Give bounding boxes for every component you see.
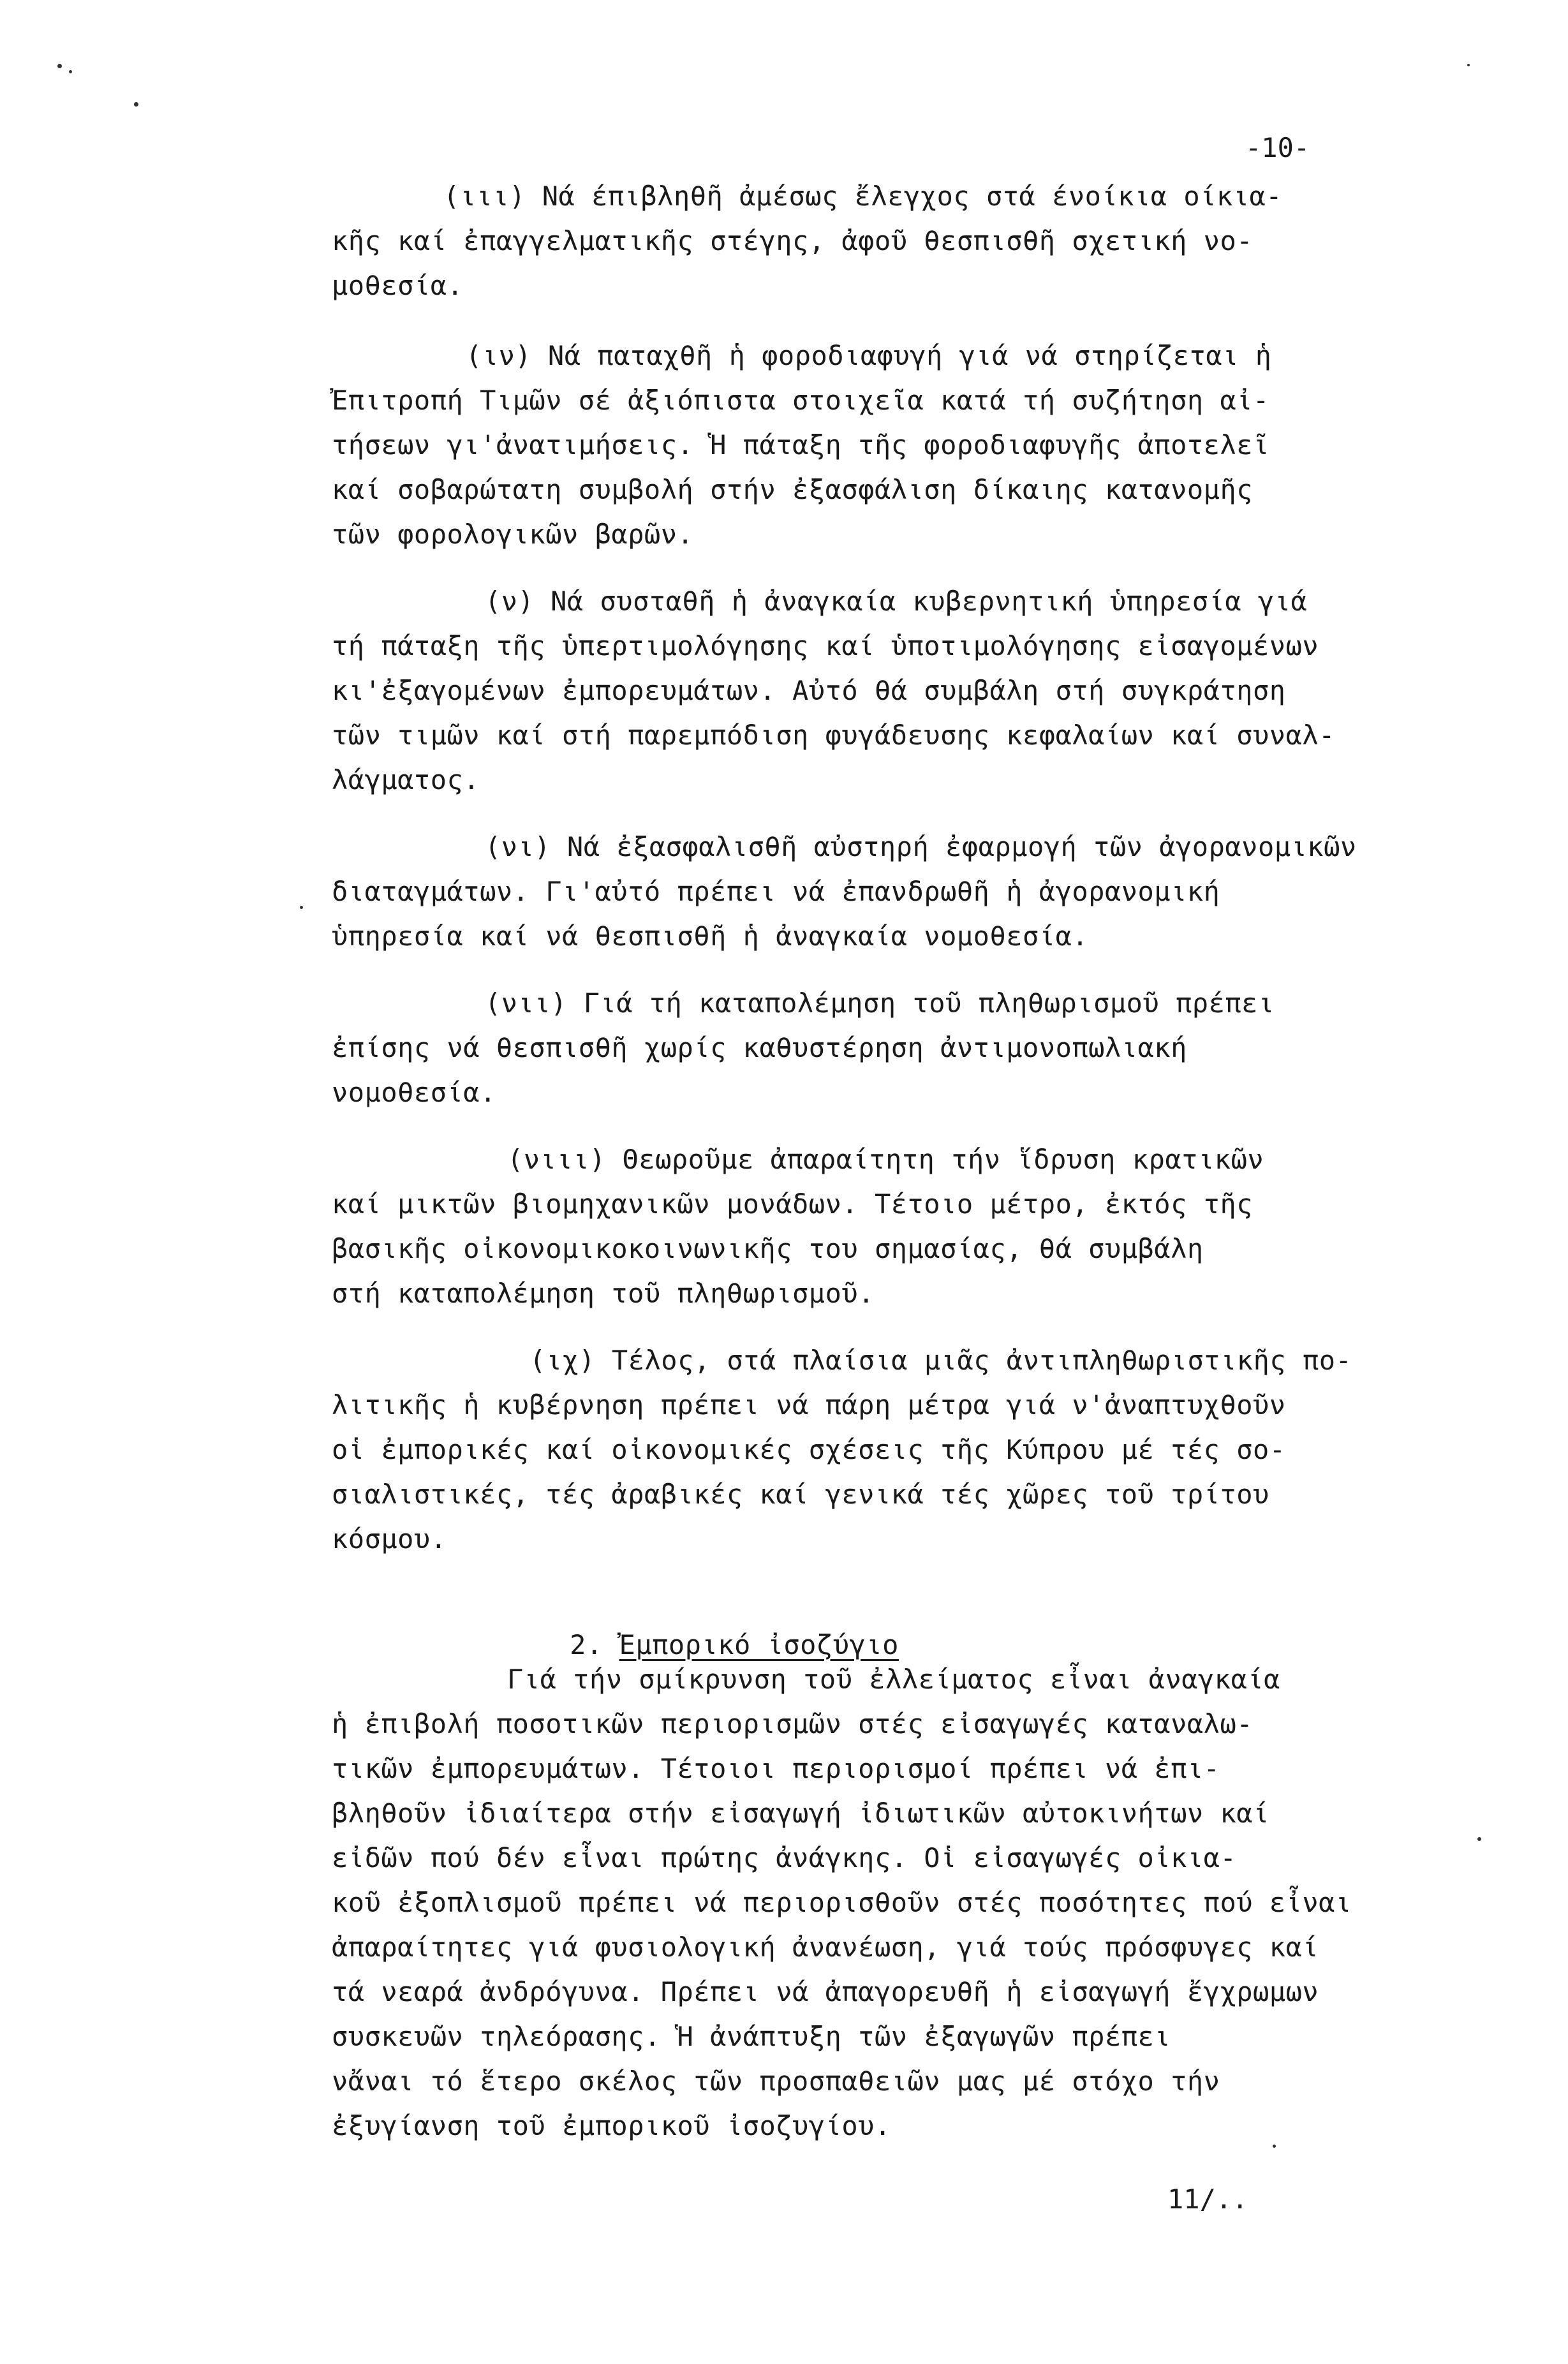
text-line: βασικῆς οἰκονομικοκοινωνικῆς του σημασίας, θά συμβάλη [332,1233,1204,1264]
text-line: (νιι) Γιά τή καταπολέμηση τοῦ πληθωρισμοῦ πρέπει [485,987,1275,1019]
text-line: νἄναι τό ἕτερο σκέλος τῶν προσπαθειῶν μας μέ στόχο τήν [332,2065,1220,2097]
text-line: καί μικτῶν βιομηχανικῶν μονάδων. Τέτοιο μέτρο, ἐκτός τῆς [332,1188,1254,1220]
text-line: καί σοβαρώτατη συμβολή στήν ἐξασφάλιση δίκαιης κατανομῆς [332,474,1254,505]
text-line: μοθεσία. [332,270,464,301]
text-line: νομοθεσία. [332,1077,496,1108]
text-line: οἱ ἐμπορικές καί οἰκονομικές σχέσεις τῆς Κύπρου μέ τές σο- [332,1434,1286,1465]
text-line: Γιά τήν σμίκρυνση τοῦ ἐλλείματος εἶναι ἀναγκαία [507,1664,1280,1695]
text-line: (ιχ) Τέλος, στά πλαίσια μιᾶς ἀντιπληθωριστικῆς πο- [529,1345,1352,1376]
text-line: (νιιι) Θεωροῦμε ἀπαραίτητη τήν ἵδρυση κρατικῶν [507,1144,1264,1175]
page-number: -10- [1245,132,1310,163]
text-line: ἡ ἐπιβολή ποσοτικῶν περιορισμῶν στές εἰσαγωγές καταναλω- [332,1708,1254,1740]
text-line: (ν) Νά συσταθῆ ἡ ἀναγκαία κυβερνητική ὑπηρεσία γιά [485,586,1308,617]
scan-speck [300,906,303,909]
text-line: τῶν τιμῶν καί στή παρεμπόδιση φυγάδευσης κεφαλαίων καί συναλ- [332,720,1335,751]
text-line: ἀπαραίτητες γιά φυσιολογική ἀνανέωση, γιά τούς πρόσφυγες καί [332,1932,1319,1963]
text-line: διαταγμάτων. Γι'αὐτό πρέπει νά ἐπανδρωθῆ ἡ ἀγορανομική [332,876,1220,907]
section-number: 2. [570,1629,603,1660]
section-title: Ἐμπορικό ἰσοζύγιο [619,1629,899,1660]
scan-speck [134,102,138,107]
text-line: σιαλιστικές, τές ἀραβικές καί γενικά τές χῶρες τοῦ τρίτου [332,1479,1269,1510]
text-line: τήσεων γι'ἀνατιμήσεις. Ἡ πάταξη τῆς φοροδιαφυγῆς ἀποτελεῖ [332,429,1269,461]
text-line: βληθοῦν ἰδιαίτερα στήν εἰσαγωγή ἰδιωτικῶν αὐτοκινήτων καί [332,1798,1269,1829]
scan-speck [69,70,72,73]
text-line: (νι) Νά ἐξασφαλισθῆ αὐστηρή ἐφαρμογή τῶν ἀγορανομικῶν [485,831,1357,862]
text-line: τῶν φορολογικῶν βαρῶν. [332,519,694,550]
text-line: τικῶν ἐμπορευμάτων. Τέτοιοι περιορισμοί πρέπει νά ἐπι- [332,1753,1220,1784]
text-line: στή καταπολέμηση τοῦ πληθωρισμοῦ. [332,1278,875,1309]
text-line: τά νεαρά ἀνδρόγυνα. Πρέπει νά ἀπαγορευθῆ ἡ εἰσαγωγή ἔγχρωμων [332,1976,1319,2007]
text-line: Ἐπιτροπή Τιμῶν σέ ἀξιόπιστα στοιχεῖα κατά τή συζήτηση αἰ- [332,385,1269,416]
text-line: κι'ἐξαγομένων ἐμπορευμάτων. Αὐτό θά συμβάλη στή συγκράτηση [332,675,1286,706]
text-line: λάγματος. [332,764,480,795]
text-line: κοῦ ἐξοπλισμοῦ πρέπει νά περιορισθοῦν στές ποσότητες πού εἶναι [332,1887,1352,1918]
text-line: τή πάταξη τῆς ὑπερτιμολόγησης καί ὑποτιμολόγησης εἰσαγομένων [332,630,1319,661]
text-line: εἰδῶν πού δέν εἶναι πρώτης ἀνάγκης. Οἱ εἰσαγωγές οἰκια- [332,1842,1237,1873]
text-line: ἐξυγίανση τοῦ ἐμπορικοῦ ἰσοζυγίου. [332,2110,891,2141]
scan-speck [1273,2145,1276,2148]
text-line: ὑπηρεσία καί νά θεσπισθῆ ἡ ἀναγκαία νομοθεσία. [332,920,1089,952]
scan-speck [57,64,62,68]
text-line: συσκευῶν τηλεόρασης. Ἡ ἀνάπτυξη τῶν ἐξαγωγῶν πρέπει [332,2021,1171,2052]
continuation-marker: 11/.. [1167,2183,1248,2215]
text-line: κόσμου. [332,1523,447,1555]
text-line: (ιιι) Νά έπιβληθῆ ἀμέσως ἔλεγχος στά ένοίκια οίκια- [443,181,1283,212]
text-line: ἐπίσης νά θεσπισθῆ χωρίς καθυστέρηση ἀντιμονοπωλιακή [332,1032,1187,1063]
text-line: κῆς καί ἐπαγγελματικῆς στέγης, ἀφοῦ θεσπισθῆ σχετική νο- [332,225,1254,256]
scan-speck [1467,64,1470,66]
text-line: (ιν) Νά παταχθῆ ἡ φοροδιαφυγή γιά νά στηρίζεται ἡ [466,340,1272,371]
text-line: λιτικῆς ἡ κυβέρνηση πρέπει νά πάρη μέτρα γιά ν'ἀναπτυχθοῦν [332,1389,1286,1421]
scan-speck [1477,1837,1481,1841]
